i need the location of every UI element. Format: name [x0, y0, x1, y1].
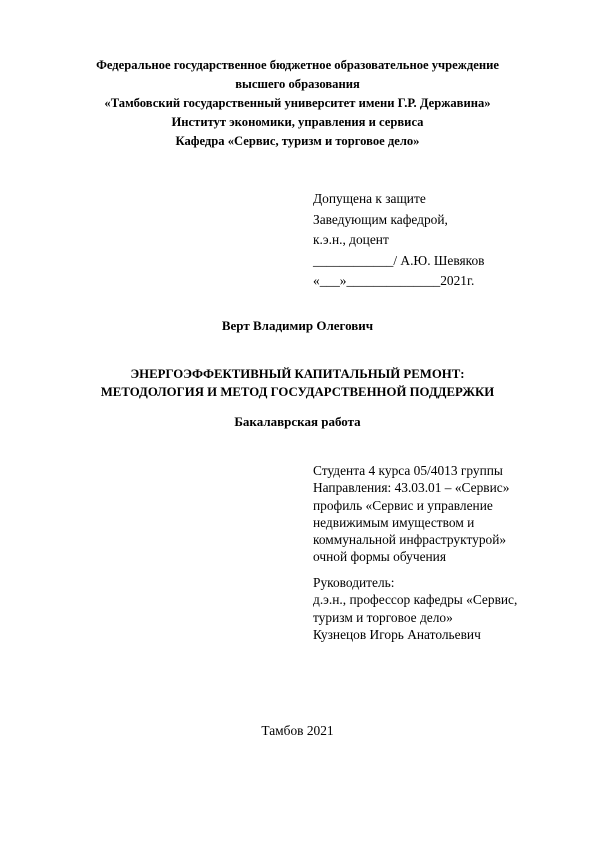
student-line: коммунальной инфраструктурой»: [313, 532, 507, 548]
header-line: Федеральное государственное бюджетное образовательное учреждение: [96, 58, 499, 72]
supervisor-line: Кузнецов Игорь Анатольевич: [313, 626, 481, 642]
approval-block: [313, 189, 485, 292]
thesis-title: [40, 366, 555, 401]
title-line: ЭНЕРГОЭФФЕКТИВНЫЙ КАПИТАЛЬНЫЙ РЕМОНТ:: [130, 367, 465, 381]
student-line: Студента 4 курса 05/4013 группы: [313, 463, 503, 478]
supervisor-line: д.э.н., профессор кафедры «Сервис,: [313, 592, 518, 608]
student-line: профиль «Сервис и управление: [313, 497, 493, 513]
header-line: высшего образования: [235, 77, 360, 91]
approval-line: к.э.н., доцент: [313, 232, 389, 247]
header-line: Институт экономики, управления и сервиса: [171, 115, 424, 129]
supervisor-line: туризм и торговое дело»: [313, 609, 453, 625]
student-info: [313, 462, 509, 566]
title-line: МЕТОДОЛОГИЯ И МЕТОД ГОСУДАРСТВЕННОЙ ПОДДЕРЖКИ: [100, 384, 495, 399]
approval-line: Допущена к защите: [313, 191, 426, 206]
approval-date-line: «___»______________2021г.: [313, 273, 475, 288]
approval-line: Заведующим кафедрой,: [313, 211, 448, 227]
city-year-footer: Тамбов 2021: [261, 723, 334, 738]
author-name: Верт Владимир Олегович: [221, 318, 374, 333]
header-line: «Тамбовский государственный университет имени Г.Р. Державина»: [104, 96, 491, 110]
header-line: Кафедра «Сервис, туризм и торговое дело»: [175, 134, 420, 148]
supervisor-line: Руководитель:: [313, 575, 395, 590]
student-line: недвижимым имуществом и: [313, 514, 475, 530]
institution-header: [60, 56, 535, 151]
work-type: Бакалаврская работа: [234, 414, 361, 429]
student-line: Направления: 43.03.01 – «Сервис»: [313, 480, 510, 496]
student-line: очной формы обучения: [313, 549, 447, 565]
supervisor-info: [313, 574, 517, 643]
approval-signature-line: ____________/ А.Ю. Шевяков: [313, 252, 485, 268]
